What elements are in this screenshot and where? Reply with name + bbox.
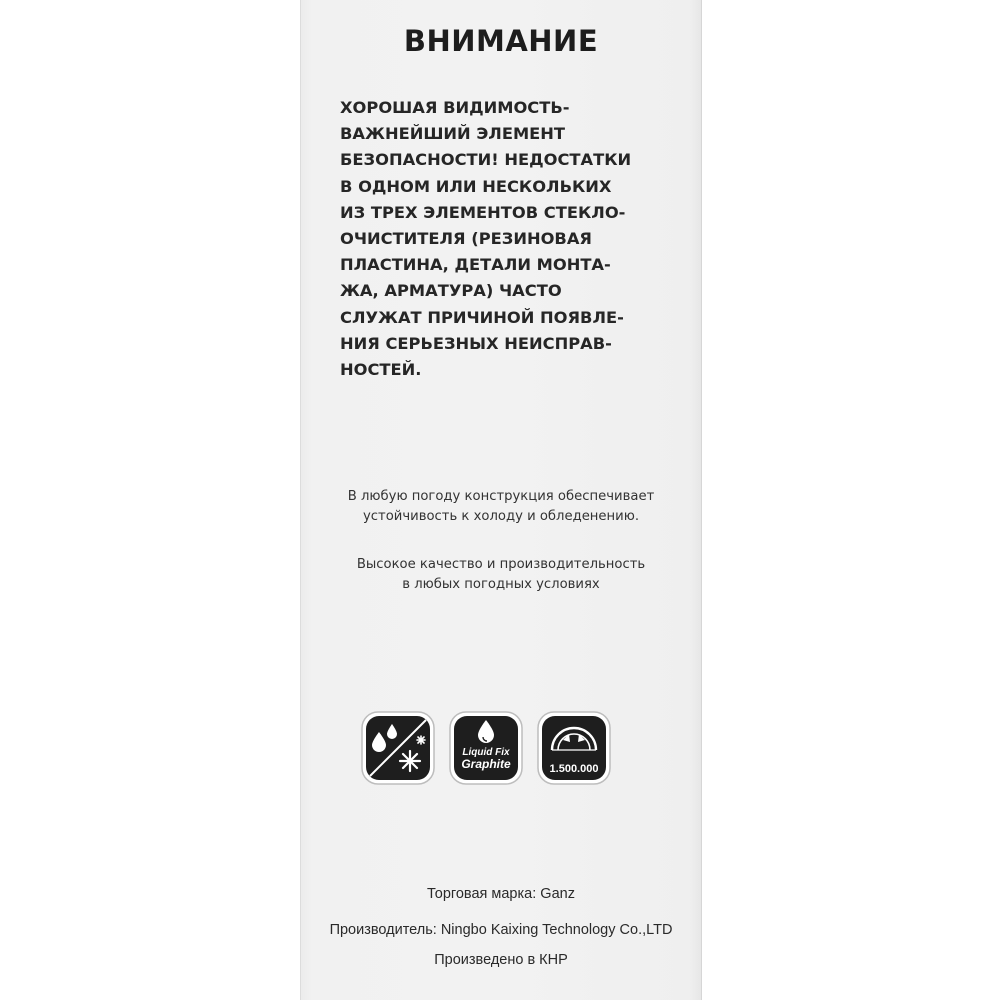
feature-quality [300, 555, 702, 595]
warning-line: БЕЗОПАСНОСТИ! НЕДОСТАТКИ [340, 150, 632, 170]
feature-line: Высокое качество и производительность [356, 557, 646, 572]
warning-line: ВАЖНЕЙШИЙ ЭЛЕМЕНТ [340, 124, 565, 144]
warning-text [340, 95, 680, 383]
manufacturer-line: Производитель: Ningbo Kaixing Technology Co.,LTD [329, 922, 673, 938]
graphite-label: Graphite [461, 757, 511, 771]
warning-line: НИЯ СЕРЬЕЗНЫХ НЕИСПРАВ- [340, 333, 612, 353]
feature-icons [360, 710, 620, 790]
package-panel [300, 0, 702, 1000]
all-weather-icon [360, 710, 436, 786]
warning-line: ИЗ ТРЕХ ЭЛЕМЕНТОВ СТЕКЛО- [340, 202, 626, 222]
wipe-cycles-label: 1.500.000 [549, 763, 599, 775]
warning-line: НОСТЕЙ. [340, 360, 422, 380]
warning-line: ОЧИСТИТЕЛЯ (РЕЗИНОВАЯ [340, 229, 592, 249]
liquid-fix-graphite-icon [448, 710, 524, 786]
warning-title: ВНИМАНИЕ [403, 24, 599, 58]
liquid-fix-label: Liquid Fix [462, 747, 510, 758]
warning-line: В ОДНОМ ИЛИ НЕСКОЛЬКИХ [340, 176, 612, 196]
warning-line: ХОРОШАЯ ВИДИМОСТЬ- [340, 98, 570, 117]
warning-line: СЛУЖАТ ПРИЧИНОЙ ПОЯВЛЕ- [340, 307, 624, 327]
wipe-cycles-icon [536, 710, 612, 786]
brand-line: Торговая марка: Ganz [427, 886, 575, 902]
feature-line: В любую погоду конструкция обеспечивает [347, 489, 655, 504]
feature-line: устойчивость к холоду и обледенению. [362, 509, 640, 524]
warning-line: ПЛАСТИНА, ДЕТАЛИ МОНТА- [340, 255, 611, 275]
feature-cold-resistance [300, 487, 702, 527]
origin-line: Произведено в КНР [434, 952, 568, 968]
warning-line: ЖА, АРМАТУРА) ЧАСТО [340, 281, 562, 301]
feature-line: в любых погодных условиях [402, 577, 600, 592]
